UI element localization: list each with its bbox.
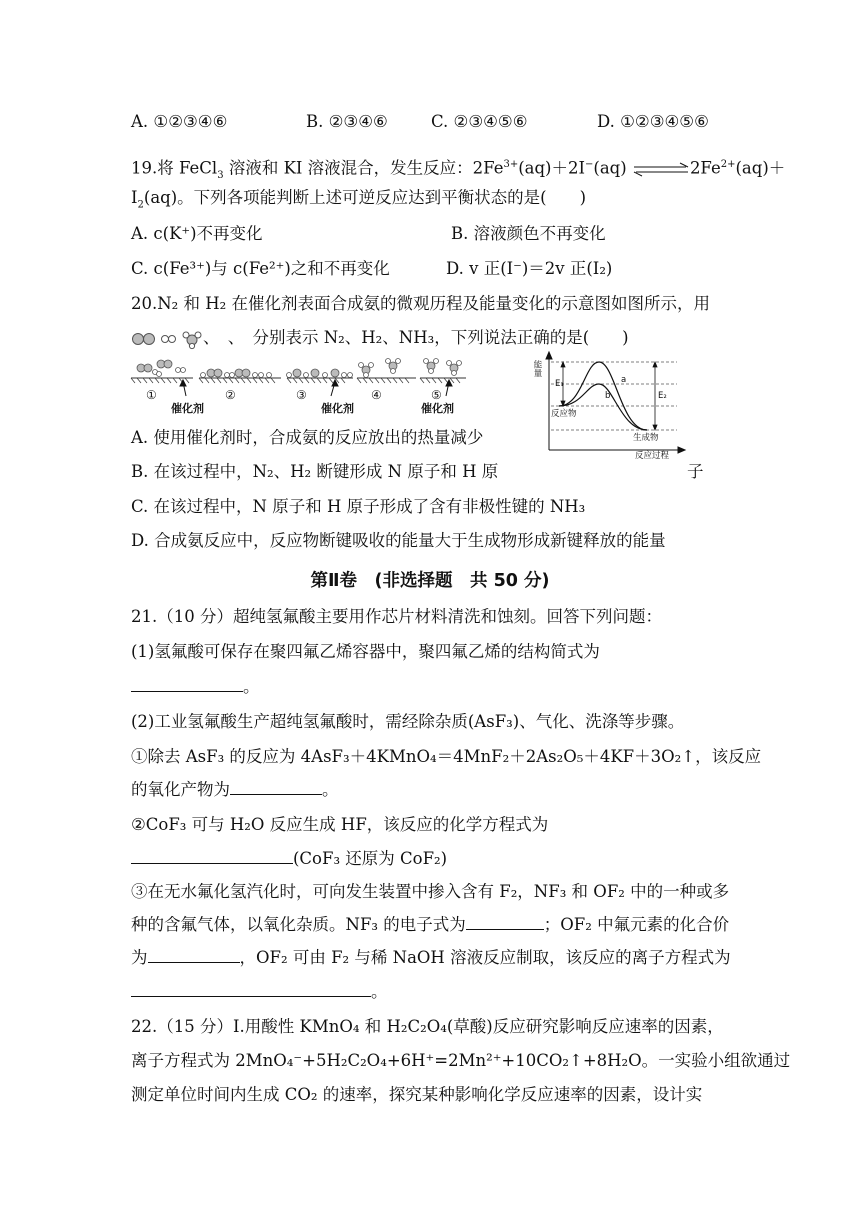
q18-option-a: A. ①②③④⑥ [131, 112, 228, 131]
q21-oxidation-product: 的氧化产物为 。 [131, 780, 339, 799]
energy-curve-b-label: b [605, 391, 611, 401]
q18-option-d: D. ①②③④⑤⑥ [597, 112, 709, 131]
q21-cof3-answer: (CoF₃ 还原为 CoF₂) [131, 848, 447, 870]
answer-blank[interactable] [466, 915, 544, 930]
q21-part1-answer: 。 [131, 676, 260, 698]
q21-part3-answer: 。 [131, 981, 388, 1003]
q19-option-c: C. c(Fe³⁺)与 c(Fe²⁺)之和不再变化 [131, 259, 390, 278]
energy-y-label: 能量 [532, 360, 542, 377]
energy-x-label: 反应过程 [635, 451, 670, 461]
n2-molecule-icon [131, 332, 159, 346]
energy-curve-a [559, 362, 647, 430]
q20-line-2: 、 、 分别表示 N₂、H₂、NH₃，下列说法正确的是( ) [131, 327, 629, 349]
answer-blank[interactable] [230, 780, 322, 795]
q21-part3-line1: ③在无水氟化氢汽化时，可向发生装置中掺入含有 F₂，NF₃ 和 OF₂ 中的一种或多 [131, 882, 730, 901]
energy-curve-a-label: a [621, 375, 627, 385]
q20-option-d: D. 合成氨反应中，反应物断键吸收的能量大于生成物形成新键释放的能量 [131, 531, 666, 550]
q21-part3-line3: 为 ，OF₂ 可由 F₂ 与稀 NaOH 溶液反应制取，该反应的离子方程式为 [131, 948, 731, 967]
q21-part2-reaction: ①除去 AsF₃ 的反应为 4AsF₃＋4KMnO₄＝4MnF₂＋2As₂O₅＋4KF＋3O₂↑，该反应 [131, 747, 762, 766]
q21-part3-line2: 种的含氟气体，以氧化杂质。NF₃ 的电子式为 ；OF₂ 中氟元素的化合价 [131, 915, 730, 934]
stage-label-3: ③ [296, 388, 307, 402]
reversible-arrow-icon [632, 162, 690, 176]
energy-e2-label: E₂ [658, 391, 667, 401]
stage-label-5: ⑤ [431, 388, 442, 402]
q19-option-d: D. v 正(I⁻)＝2v 正(I₂) [446, 259, 613, 278]
q21-intro: 21.（10 分）超纯氢氟酸主要用作芯片材料清洗和蚀刻。回答下列问题： [131, 607, 662, 626]
section-heading: 第Ⅱ卷 (非选择题 共 50 分) [310, 571, 550, 591]
q20-line-1: 20.N₂ 和 H₂ 在催化剂表面合成氨的微观历程及能量变化的示意图如图所示，用 [131, 294, 711, 313]
answer-blank[interactable] [131, 982, 371, 997]
answer-blank[interactable] [148, 948, 240, 963]
q19-option-a: A. c(K⁺)不再变化 [131, 224, 263, 243]
q18-option-c: C. ②③④⑤⑥ [431, 112, 528, 131]
q21-part2: (2)工业氢氟酸生产超纯氢氟酸时，需经除杂质(AsF₃)、气化、洗涤等步骤。 [131, 712, 685, 731]
catalyst-process-figure [131, 358, 471, 420]
h2-molecule-icon [159, 332, 181, 346]
q21-cof3: ②CoF₃ 可与 H₂O 反应生成 HF，该反应的化学方程式为 [131, 815, 549, 834]
nh3-molecule-icon [181, 330, 203, 348]
q22-line-2: 离子方程式为 2MnO₄⁻+5H₂C₂O₄+6H⁺=2Mn²⁺+10CO₂↑+8H₂O。一实验小组欲通过 [131, 1051, 791, 1070]
q20-option-b-tail: 子 [687, 462, 704, 481]
q22-line-1: 22.（15 分）Ⅰ.用酸性 KMnO₄ 和 H₂C₂O₄(草酸)反应研究影响反应速率的因素， [131, 1017, 724, 1036]
q18-option-b: B. ②③④⑥ [306, 112, 388, 131]
q21-part1: (1)氢氟酸可保存在聚四氟乙烯容器中，聚四氟乙烯的结构简式为 [131, 642, 600, 661]
catalyst-label-1: 催化剂 [171, 402, 204, 415]
catalyst-label-3: 催化剂 [421, 402, 454, 415]
stage-label-2: ② [225, 388, 236, 402]
catalyst-label-2: 催化剂 [321, 402, 354, 415]
energy-product-label: 生成物 [633, 433, 659, 443]
stage-label-4: ④ [371, 388, 382, 402]
energy-e1-label: E₁ [555, 379, 564, 389]
answer-blank[interactable] [131, 677, 243, 692]
q19-line-1: 19.将 FeCl$_3$ 溶液和 KI 溶液混合，发生反应：$2Fe^{3+}(aq)+2I^-(aq)$ $2Fe^{2+}(aq)+$ [131, 158, 786, 181]
q19-line-2: $I_2(aq)$。下列各项能判断上述可逆反应达到平衡状态的是( ) [131, 188, 587, 211]
energy-reactant-label: 反应物 [551, 409, 577, 419]
q20-option-c: C. 在该过程中，N 原子和 H 原子形成了含有非极性键的 NH₃ [131, 497, 586, 516]
q19-option-b: B. 溶液颜色不再变化 [451, 224, 606, 243]
energy-diagram [532, 350, 687, 461]
q22-line-3: 测定单位时间内生成 CO₂ 的速率，探究某种影响化学反应速率的因素，设计实 [131, 1085, 703, 1104]
stage-label-1: ① [146, 388, 157, 402]
answer-blank[interactable] [131, 849, 293, 864]
q20-option-a: A. 使用催化剂时，合成氨的反应放出的热量减少 [131, 428, 484, 447]
q20-option-b: B. 在该过程中，N₂、H₂ 断键形成 N 原子和 H 原 [131, 462, 499, 481]
